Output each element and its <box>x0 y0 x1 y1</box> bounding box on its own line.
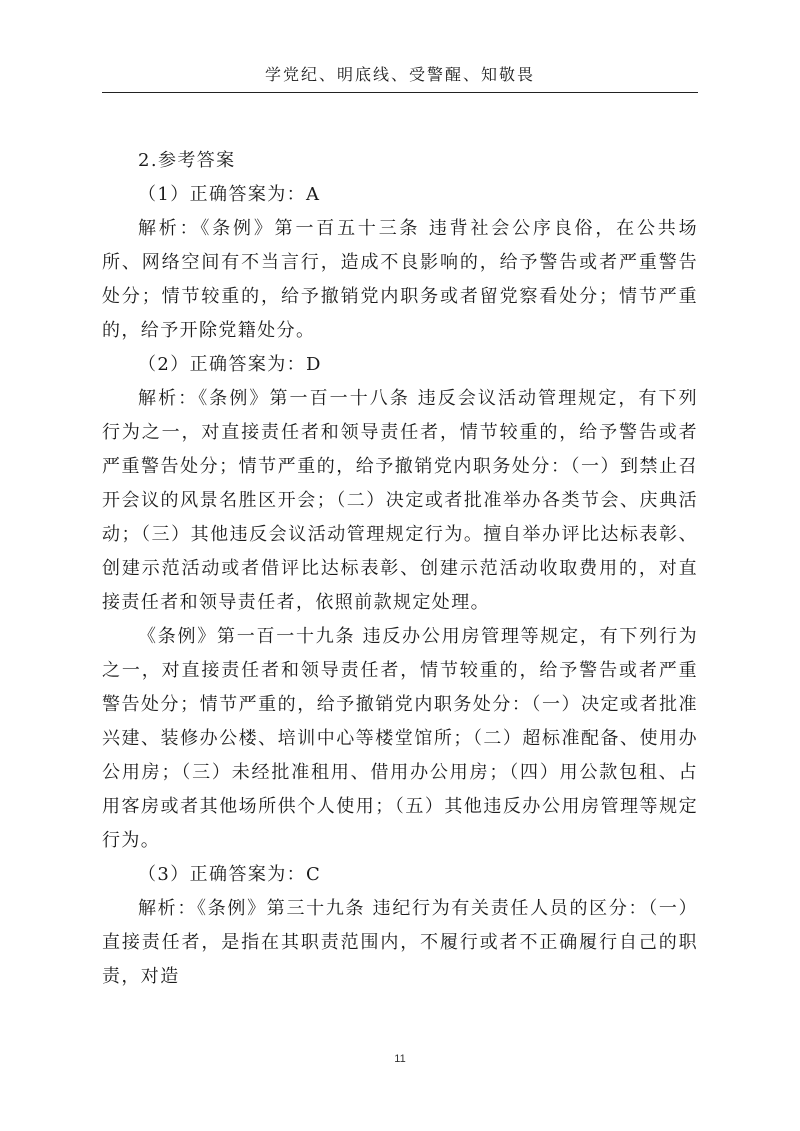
answer-2: （2）正确答案为：D <box>138 354 322 375</box>
explanation-1: 解析：《条例》第一百五十三条 违背社会公序良俗，在公共场所、网络空间有不当言行，造成不良影响的，给予警告或者严重警告处分；情节较重的，给予撤销党内职务或者留党察看处分；情节严重的，给予开除党籍处分。 <box>102 218 698 341</box>
page-number: 11 <box>394 1053 406 1065</box>
explanation-3: 解析：《条例》第三十九条 违纪行为有关责任人员的区分：（一）直接责任者，是指在其职责范围内，不履行或者不正确履行自己的职责，对造 <box>102 898 698 987</box>
header-divider <box>102 92 698 93</box>
document-body <box>102 144 698 994</box>
answer-3: （3）正确答案为：C <box>138 864 322 885</box>
answer-1: （1）正确答案为：A <box>138 184 321 205</box>
explanation-2-continued: 《条例》第一百一十九条 违反办公用房管理等规定，有下列行为之一，对直接责任者和领导责任者，情节较重的，给予警告或者严重警告处分；情节严重的，给予撤销党内职务处分：（一）决定或者批准兴建、装修办公楼、培训中心等楼堂馆所；（二）超标准配备、使用办公用房；（三）未经批准租用、借用办公用房；（四）用公款包租、占用客房或者其他场所供个人使用；（五）其他违反办公用房管理等规定行为。 <box>102 626 698 851</box>
explanation-2: 解析：《条例》第一百一十八条 违反会议活动管理规定，有下列行为之一，对直接责任者和领导责任者，情节较重的，给予警告或者严重警告处分；情节严重的，给予撤销党内职务处分：（一）到禁止召开会议的风景名胜区开会；（二）决定或者批准举办各类节会、庆典活动；（三）其他违反会议活动管理规定行为。擅自举办评比达标表彰、创建示范活动或者借评比达标表彰、创建示范活动收取费用的，对直接责任者和领导责任者，依照前款规定处理。 <box>102 388 698 613</box>
section-heading: 2.参考答案 <box>138 150 236 171</box>
page-header-title: 学党纪、明底线、受警醒、知敬畏 <box>264 65 535 84</box>
